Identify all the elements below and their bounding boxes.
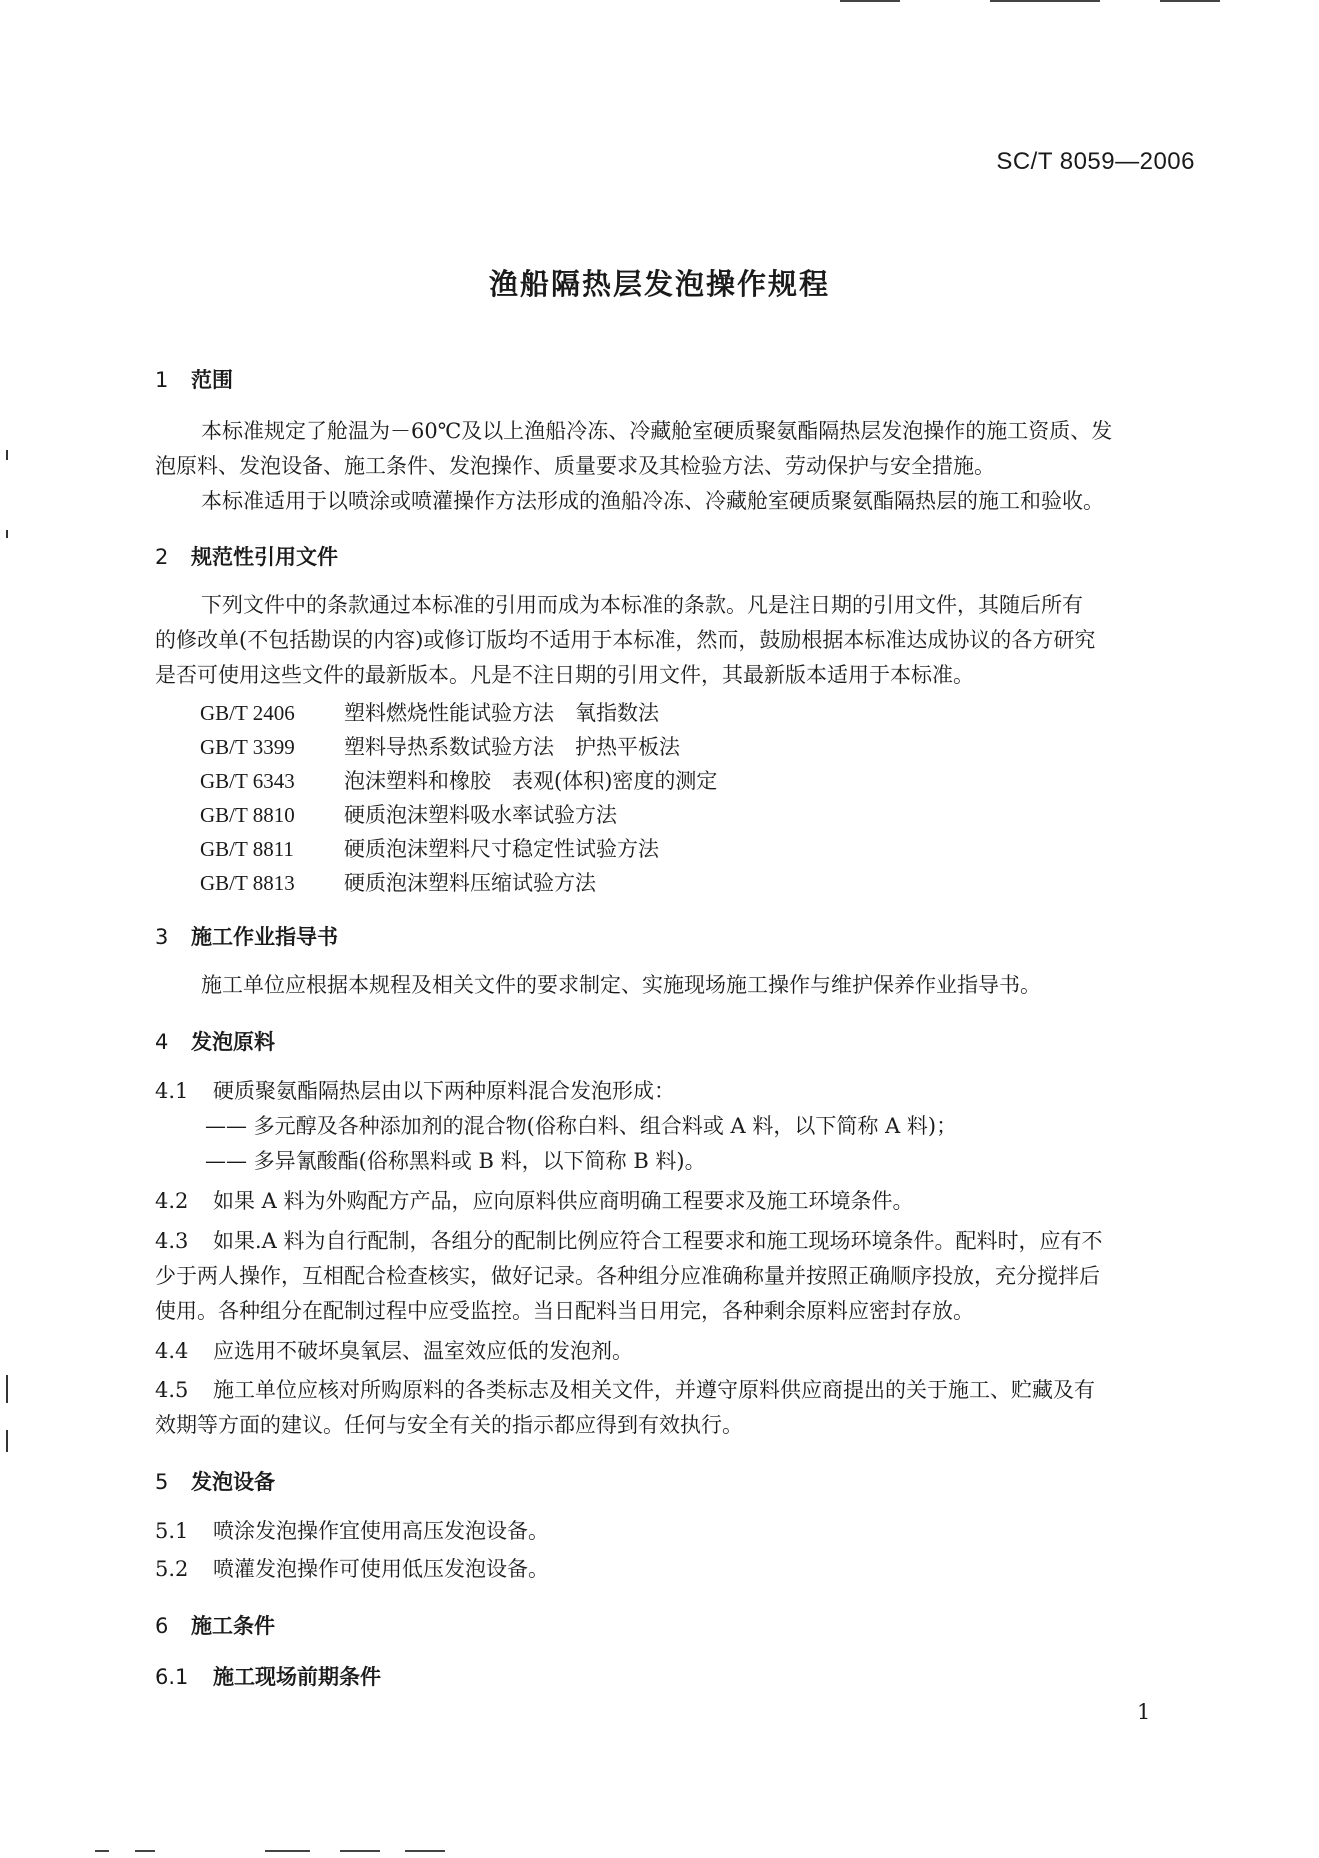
section-heading-work-instructions [155, 921, 338, 951]
section-heading-raw-materials [155, 1026, 275, 1056]
section-number: 3 [155, 925, 169, 949]
clause-4-2 [155, 1184, 914, 1219]
reference-item [200, 867, 596, 897]
clause-4-4 [155, 1334, 633, 1369]
page-number: 1 [1137, 1700, 1151, 1724]
reference-title: 硬质泡沫塑料吸水率试验方法 [344, 803, 617, 827]
reference-title: 硬质泡沫塑料压缩试验方法 [344, 871, 596, 895]
clause-number: 4.5 [155, 1378, 189, 1402]
paragraph-line: 泡原料、发泡设备、施工条件、发泡操作、质量要求及其检验方法、劳动保护与安全措施。 [155, 454, 995, 478]
section-heading-scope [155, 364, 233, 394]
section-title: 施工条件 [191, 1614, 275, 1638]
scan-artifact-line [95, 1850, 109, 1852]
scan-artifact-line [990, 0, 1100, 2]
clause-number: 5.2 [155, 1557, 189, 1581]
section-title: 施工作业指导书 [191, 925, 338, 949]
scan-artifact-line [1160, 0, 1220, 2]
clause-text: 喷灌发泡操作可使用低压发泡设备。 [213, 1557, 549, 1581]
standard-code: SC/T 8059—2006 [996, 148, 1195, 175]
scan-artifact-mark [6, 1430, 8, 1452]
section-number: 1 [155, 368, 169, 392]
reference-code: GB/T 3399 [200, 735, 295, 759]
reference-title: 硬质泡沫塑料尺寸稳定性试验方法 [344, 837, 659, 861]
reference-title: 塑料燃烧性能试验方法 氧指数法 [344, 701, 659, 725]
clause-number: 4.1 [155, 1079, 189, 1103]
reference-title: 泡沫塑料和橡胶 表观(体积)密度的测定 [344, 769, 718, 793]
clause-text: 喷涂发泡操作宜使用高压发泡设备。 [213, 1519, 549, 1543]
paragraph-line: 下列文件中的条款通过本标准的引用而成为本标准的条款。凡是注日期的引用文件，其随后所有 [201, 593, 1083, 617]
paragraph-line: 少于两人操作，互相配合检查核实，做好记录。各种组分应准确称量并按照正确顺序投放，充分搅拌后 [155, 1264, 1100, 1288]
section-number: 2 [155, 545, 169, 569]
paragraph-line: 使用。各种组分在配制过程中应受监控。当日配料当日用完，各种剩余原料应密封存放。 [155, 1299, 974, 1323]
reference-code: GB/T 8813 [200, 871, 295, 895]
paragraph-line: 本标准适用于以喷涂或喷灌操作方法形成的渔船冷冻、冷藏舱室硬质聚氨酯隔热层的施工和验收。 [201, 489, 1104, 513]
clause-5-1 [155, 1514, 549, 1549]
clause-text: 应选用不破坏臭氧层、温室效应低的发泡剂。 [213, 1339, 633, 1363]
scan-artifact-mark [6, 1375, 8, 1403]
section-number: 4 [155, 1030, 169, 1054]
clause-4-5 [155, 1373, 1095, 1408]
reference-item [200, 697, 659, 727]
clause-number: 4.2 [155, 1189, 189, 1213]
paragraph-line: 施工单位应根据本规程及相关文件的要求制定、实施现场施工操作与维护保养作业指导书。 [201, 973, 1041, 997]
document-title: 渔船隔热层发泡操作规程 [488, 267, 830, 301]
reference-item [200, 765, 717, 795]
scan-artifact-line [135, 1850, 155, 1852]
clause-number: 4.3 [155, 1229, 189, 1253]
reference-item [200, 731, 680, 761]
section-heading-construction-conditions [155, 1610, 275, 1640]
section-heading-equipment [155, 1466, 275, 1496]
scan-artifact-line [340, 1850, 380, 1852]
reference-code: GB/T 8810 [200, 803, 295, 827]
scan-artifact-mark [6, 450, 8, 460]
paragraph-line: 的修改单(不包括勘误的内容)或修订版均不适用于本标准，然而，鼓励根据本标准达成协议的各方研究 [155, 628, 1096, 652]
clause-text: 如果 A 料为外购配方产品，应向原料供应商明确工程要求及施工环境条件。 [213, 1189, 914, 1213]
section-number: 5 [155, 1470, 169, 1494]
clause-number: 6.1 [155, 1665, 189, 1689]
section-title: 规范性引用文件 [191, 545, 338, 569]
paragraph-line: 效期等方面的建议。任何与安全有关的指示都应得到有效执行。 [155, 1413, 743, 1437]
reference-item [200, 799, 617, 829]
clause-number: 4.4 [155, 1339, 189, 1363]
reference-title: 塑料导热系数试验方法 护热平板法 [344, 735, 680, 759]
section-title: 发泡设备 [191, 1470, 275, 1494]
clause-text: 硬质聚氨酯隔热层由以下两种原料混合发泡形成： [213, 1079, 675, 1103]
clause-6-1-heading [155, 1661, 381, 1691]
clause-number: 5.1 [155, 1519, 189, 1543]
scan-artifact-mark [6, 530, 8, 538]
section-number: 6 [155, 1614, 169, 1638]
scan-artifact-line [840, 0, 900, 2]
clause-4-3 [155, 1224, 1103, 1259]
clause-text: 施工单位应核对所购原料的各类标志及相关文件，并遵守原料供应商提出的关于施工、贮藏及有 [213, 1378, 1095, 1402]
list-item: —— 多元醇及各种添加剂的混合物(俗称白料、组合料或 A 料，以下简称 A 料)； [205, 1114, 958, 1138]
section-title: 范围 [191, 368, 233, 392]
clause-5-2 [155, 1552, 549, 1587]
list-item: —— 多异氰酸酯(俗称黑料或 B 料，以下简称 B 料)。 [205, 1149, 706, 1173]
reference-item [200, 833, 659, 863]
clause-text: 如果.A 料为自行配制，各组分的配制比例应符合工程要求和施工现场环境条件。配料时，应有不 [213, 1229, 1103, 1253]
section-heading-normative-references [155, 541, 338, 571]
section-title: 发泡原料 [191, 1030, 275, 1054]
reference-code: GB/T 2406 [200, 701, 295, 725]
clause-4-1 [155, 1074, 675, 1109]
scan-artifact-line [405, 1850, 445, 1852]
reference-code: GB/T 8811 [200, 837, 294, 861]
scan-artifact-line [265, 1850, 310, 1852]
clause-text: 施工现场前期条件 [213, 1665, 381, 1689]
paragraph-line: 本标准规定了舱温为－60℃及以上渔船冷冻、冷藏舱室硬质聚氨酯隔热层发泡操作的施工资质、发 [201, 419, 1113, 443]
paragraph-line: 是否可使用这些文件的最新版本。凡是不注日期的引用文件，其最新版本适用于本标准。 [155, 663, 974, 687]
reference-code: GB/T 6343 [200, 769, 295, 793]
